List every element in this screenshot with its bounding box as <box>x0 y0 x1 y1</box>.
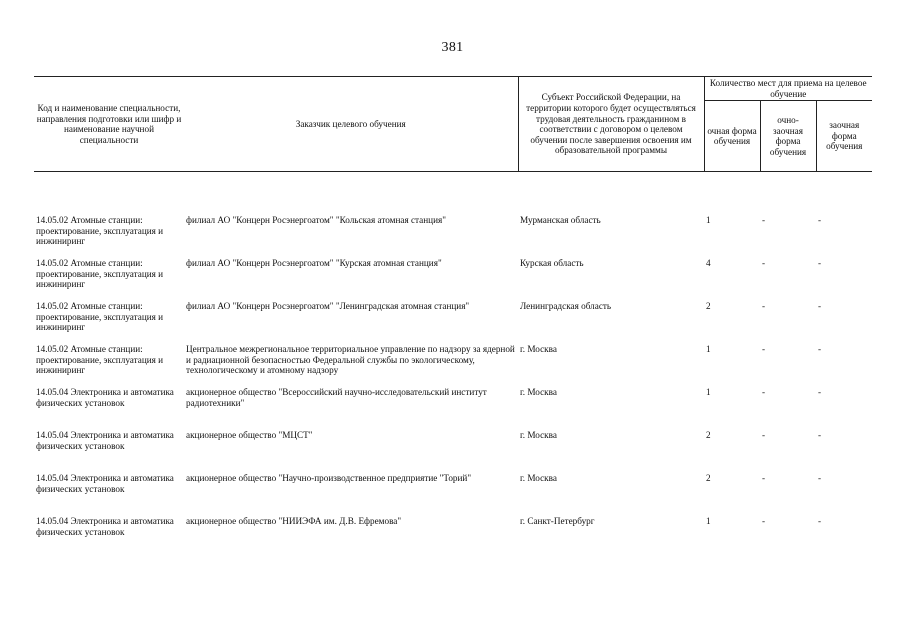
header-region: Субъект Российской Федерации, на территории которого будет осуществляться трудовая деятельность гражданином в соответствии с договором о целевом обучении после завершения освоения им образовательной программы <box>518 77 704 172</box>
row-region: г. Санкт-Петербург <box>520 516 595 527</box>
row-code: 14.05.02 Атомные станции: проектирование, эксплуатация и инжиниринг <box>36 301 164 333</box>
row-customer: акционерное общество "Всероссийский научно-исследовательский институт радиотехники" <box>186 387 487 408</box>
row-customer: акционерное общество "Научно-производственное предприятие "Торий" <box>186 473 472 484</box>
target-training-table <box>34 76 872 559</box>
row-full-time: 1 <box>706 516 711 527</box>
table-row <box>34 430 872 473</box>
table-row <box>34 215 872 258</box>
row-code: 14.05.04 Электроника и автоматика физических установок <box>36 516 174 537</box>
row-region: г. Москва <box>520 430 557 441</box>
row-part-time: - <box>762 344 766 355</box>
row-customer: филиал АО "Концерн Росэнергоатом" "Кольская атомная станция" <box>186 215 446 226</box>
row-region: Курская область <box>520 258 584 269</box>
row-part-time: - <box>762 301 766 312</box>
page-number: 381 <box>441 40 464 55</box>
row-full-time: 2 <box>706 473 711 484</box>
row-full-time: 4 <box>706 258 711 269</box>
row-distance: - <box>818 301 822 312</box>
row-full-time: 2 <box>706 430 711 441</box>
row-region: Мурманская область <box>520 215 601 226</box>
row-code: 14.05.04 Электроника и автоматика физических установок <box>36 387 174 408</box>
row-full-time: 1 <box>706 215 711 226</box>
row-full-time: 2 <box>706 301 711 312</box>
row-part-time: - <box>762 258 766 269</box>
table-row <box>34 516 872 559</box>
row-distance: - <box>818 215 822 226</box>
row-region: Ленинградская область <box>520 301 612 312</box>
row-full-time: 1 <box>706 344 711 355</box>
row-customer: акционерное общество "МЦСТ" <box>186 430 313 441</box>
row-part-time: - <box>762 215 766 226</box>
row-customer: Центральное межрегиональное территориальное управление по надзору за ядерной и радиационной безопасностью Федеральной службы по экологическому, технологическому и атомному надзору <box>186 344 515 376</box>
header-part-time: очно-заочная форма обучения <box>760 101 816 172</box>
header-code: Код и наименование специальности, направления подготовки или шифр и наименование научной специальности <box>34 77 184 172</box>
table-row <box>34 387 872 430</box>
row-customer: филиал АО "Концерн Росэнергоатом" "Ленинградская атомная станция" <box>186 301 470 312</box>
row-part-time: - <box>762 430 766 441</box>
row-part-time: - <box>762 473 766 484</box>
row-distance: - <box>818 387 822 398</box>
row-code: 14.05.02 Атомные станции: проектирование, эксплуатация и инжиниринг <box>36 258 164 290</box>
row-code: 14.05.04 Электроника и автоматика физических установок <box>36 430 174 451</box>
header-customer: Заказчик целевого обучения <box>184 77 518 172</box>
row-full-time: 1 <box>706 387 711 398</box>
row-code: 14.05.02 Атомные станции: проектирование, эксплуатация и инжиниринг <box>36 215 164 247</box>
row-distance: - <box>818 516 822 527</box>
row-distance: - <box>818 258 822 269</box>
header-full-time: очная форма обучения <box>704 101 760 172</box>
row-region: г. Москва <box>520 473 557 484</box>
header-places: Количество мест для приема на целевое обучение <box>704 77 872 101</box>
table-row <box>34 344 872 387</box>
row-code: 14.05.04 Электроника и автоматика физических установок <box>36 473 174 494</box>
table-row <box>34 473 872 516</box>
row-distance: - <box>818 344 822 355</box>
row-customer: филиал АО "Концерн Росэнергоатом" "Курская атомная станция" <box>186 258 442 269</box>
row-part-time: - <box>762 387 766 398</box>
table-row <box>34 301 872 344</box>
row-part-time: - <box>762 516 766 527</box>
row-distance: - <box>818 430 822 441</box>
row-distance: - <box>818 473 822 484</box>
row-customer: акционерное общество "НИИЭФА им. Д.В. Ефремова" <box>186 516 402 527</box>
row-code: 14.05.02 Атомные станции: проектирование, эксплуатация и инжиниринг <box>36 344 164 376</box>
table-row <box>34 258 872 301</box>
row-region: г. Москва <box>520 344 557 355</box>
row-region: г. Москва <box>520 387 557 398</box>
header-distance: заочная форма обучения <box>816 101 872 172</box>
